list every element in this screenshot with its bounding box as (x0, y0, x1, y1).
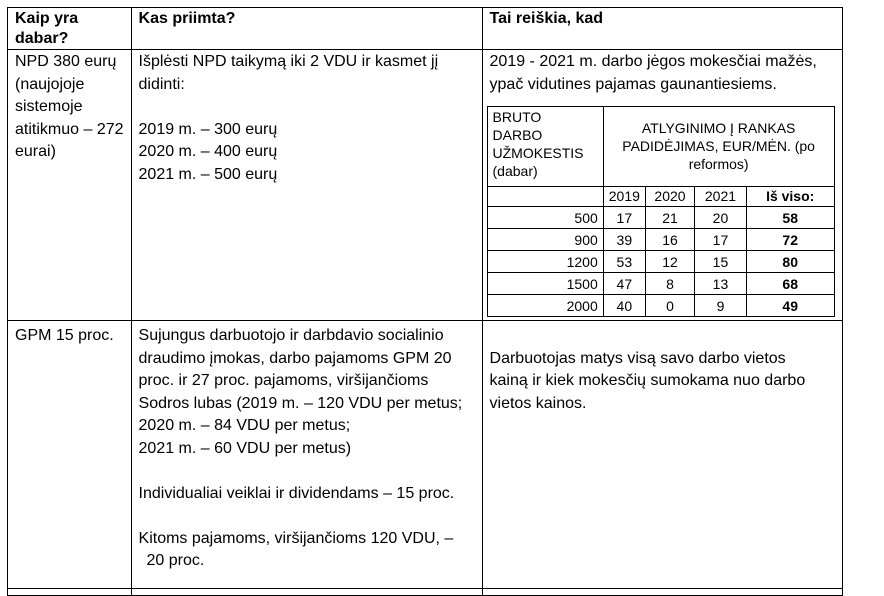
increase-2021: 15 (695, 251, 747, 273)
table-row (487, 295, 834, 317)
text-line: Sujungus darbuotojo ir darbdavio socialinio (138, 327, 444, 344)
row-gpm (8, 321, 843, 589)
increase-2020: 21 (645, 207, 694, 229)
header-adopted: Kas priimta? (131, 8, 482, 50)
year-2020: 2020 (645, 187, 694, 207)
year-row (487, 187, 834, 207)
text-line: ypač vidutines pajamas gaunantiesiems. (489, 75, 777, 93)
gross-value: 1500 (487, 273, 603, 295)
table-row (487, 207, 834, 229)
text-line: vietos kainos. (489, 394, 587, 412)
increase-total: 58 (746, 207, 834, 229)
gross-value: 1200 (487, 251, 603, 273)
text-line: 2020 m. – 84 VDU per metus; (138, 417, 351, 434)
bottom-row (8, 589, 843, 596)
text-line: Sodros lubas (2019 m. – 120 VDU per metus; (138, 394, 463, 412)
increase-total: 72 (746, 229, 834, 251)
total-label: Iš viso: (746, 187, 834, 207)
text-line: draudimo įmokas, darbo pajamoms GPM 20 (138, 349, 452, 367)
text-line: 2021 m. – 60 VDU per metus) (138, 439, 352, 457)
text-line: 2019 - 2021 m. darbo jėgos mokesčiai mažės, (489, 53, 817, 70)
text-line: atitikmuo – 272 (15, 120, 124, 138)
text-line: Kitoms pajamoms, viršijančioms 120 VDU, – (138, 529, 454, 547)
increase-total: 49 (746, 295, 834, 317)
table-row (487, 251, 834, 273)
text-line: kainą ir kiek mokesčių sumokama nuo darbo (489, 372, 806, 389)
npd-2019: 2019 m. – 300 eurų (138, 120, 278, 138)
npd-2021: 2021 m. – 500 eurų (138, 165, 278, 183)
text-line: sistemoje (15, 98, 83, 115)
npd-2020: 2020 m. – 400 eurų (138, 143, 278, 160)
cell-means-gpm (482, 321, 842, 589)
text-line: Darbuotojas matys visą savo darbo vietos (489, 349, 786, 367)
year-2019: 2019 (603, 187, 645, 207)
table-row (487, 229, 834, 251)
reform-table (7, 7, 843, 596)
increase-2021: 17 (695, 229, 747, 251)
text-line: Išplėsti NPD taikymą iki 2 VDU ir kasmet jį (138, 53, 439, 70)
text-line: (naujojoje (15, 75, 85, 93)
increase-2019: 53 (603, 251, 645, 273)
increase-2021: 13 (695, 273, 747, 295)
increase-2019: 40 (603, 295, 645, 317)
increase-2021: 9 (695, 295, 747, 317)
header-means: Tai reiškia, kad (482, 8, 842, 50)
increase-2019: 39 (603, 229, 645, 251)
text-line: eurai) (15, 143, 56, 160)
gross-salary-header: BRUTO DARBO UŽMOKESTIS (dabar) (487, 107, 603, 187)
cell-now-gpm (8, 321, 132, 589)
gross-value: 2000 (487, 295, 603, 317)
cell-now-npd (8, 50, 132, 321)
header-now: Kaip yra dabar? (8, 8, 132, 50)
increase-total: 80 (746, 251, 834, 273)
cell-means-npd (482, 50, 842, 321)
increase-2020: 0 (645, 295, 694, 317)
text-line: NPD 380 eurų (15, 53, 117, 70)
table-row (487, 273, 834, 295)
year-2021: 2021 (695, 187, 747, 207)
increase-2019: 17 (603, 207, 645, 229)
header-row (8, 8, 843, 50)
salary-increase-table (487, 106, 835, 317)
increase-header: ATLYGINIMO Į RANKAS PADIDĖJIMAS, EUR/MĖN. (po reformos) (603, 107, 834, 187)
cell-adopted-gpm (131, 321, 482, 589)
increase-2019: 47 (603, 273, 645, 295)
gross-value: 500 (487, 207, 603, 229)
inner-header-row (487, 107, 834, 187)
row-npd (8, 50, 843, 321)
cell-adopted-npd (131, 50, 482, 321)
increase-2020: 12 (645, 251, 694, 273)
gross-value: 900 (487, 229, 603, 251)
text-line: GPM 15 proc. (15, 327, 114, 344)
increase-2021: 20 (695, 207, 747, 229)
increase-2020: 8 (645, 273, 694, 295)
increase-2020: 16 (645, 229, 694, 251)
text-line: didinti: (138, 75, 185, 93)
text-line: proc. ir 27 proc. pajamoms, viršijančioms (138, 372, 429, 389)
text-line: Individualiai veiklai ir dividendams – 15 proc. (138, 484, 455, 502)
text-line: 20 proc. (146, 552, 205, 569)
increase-total: 68 (746, 273, 834, 295)
